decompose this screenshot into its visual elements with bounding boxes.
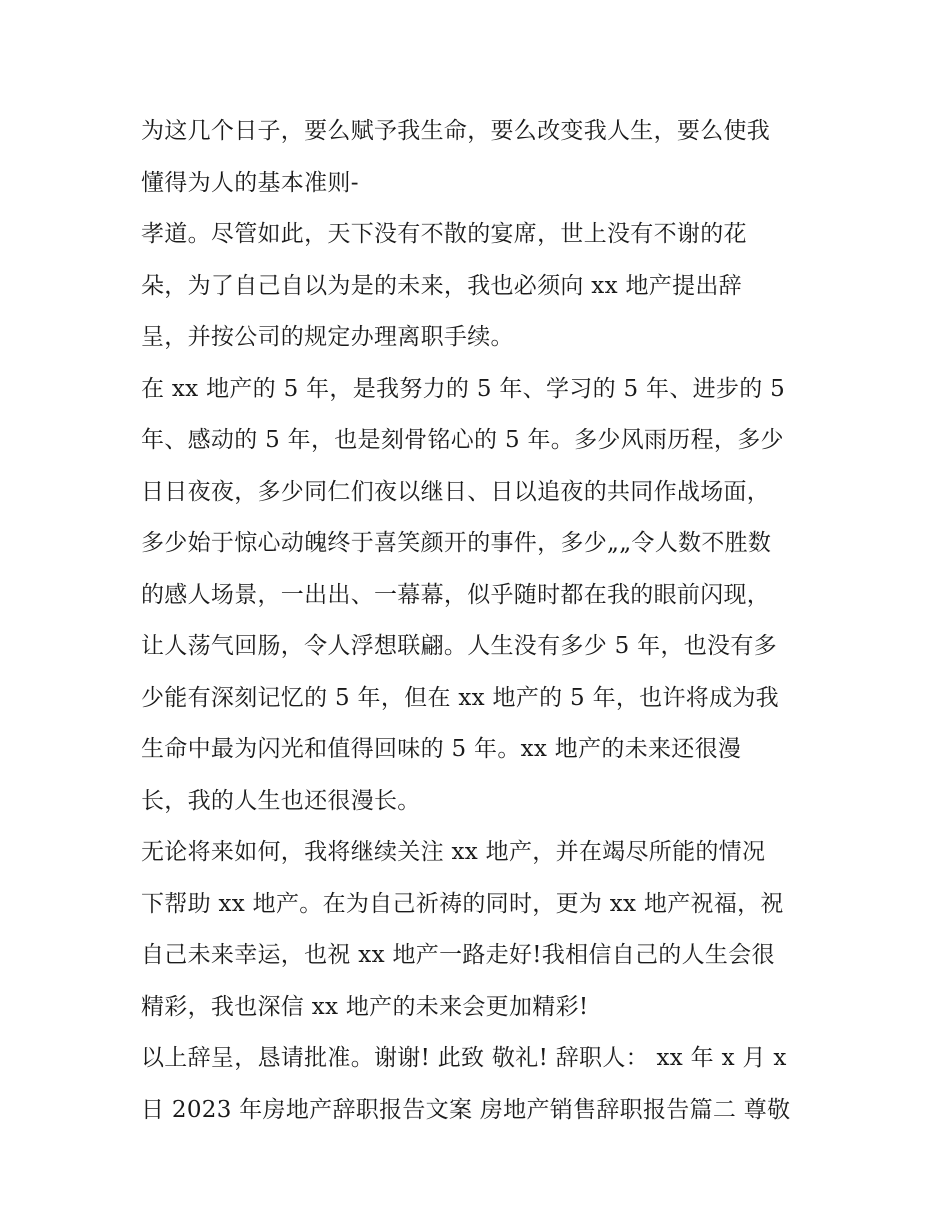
text-line: 孝道。尽管如此，天下没有不散的宴席，世上没有不谢的花	[141, 221, 747, 247]
text-line: 无论将来如何，我将继续关注 xx 地产，并在竭尽所能的情况	[141, 839, 766, 865]
text-line: 下帮助 xx 地产。在为自己祈祷的同时，更为 xx 地产祝福，祝	[141, 890, 784, 917]
text-line: 以上辞呈，恳请批准。谢谢! 此致 敬礼! 辞职人： xx 年 x 月 x	[141, 1045, 787, 1071]
text-line: 的感人场景，一出出、一幕幕，似乎随时都在我的眼前闪现，	[141, 581, 771, 608]
text-line: 长，我的人生也还很漫长。	[141, 787, 421, 814]
document-body	[141, 106, 831, 1136]
text-line: 生命中最为闪光和值得回味的 5 年。xx 地产的未来还很漫	[141, 736, 742, 762]
text-line: 在 xx 地产的 5 年，是我努力的 5 年、学习的 5 年、进步的 5	[141, 375, 786, 402]
text-line: 为这几个日子，要么赋予我生命，要么改变我人生，要么使我	[141, 118, 771, 144]
text-line: 日日夜夜，多少同仁们夜以继日、日以追夜的共同作战场面，	[141, 478, 771, 505]
text-line: 自己未来幸运，也祝 xx 地产一路走好!我相信自己的人生会很	[141, 942, 775, 968]
text-line: 呈，并按公司的规定办理离职手续。	[141, 324, 514, 350]
text-line: 日 2023 年房地产辞职报告文案 房地产销售辞职报告篇二 尊敬	[141, 1096, 791, 1123]
text-line: 精彩，我也深信 xx 地产的未来会更加精彩!	[141, 993, 589, 1020]
text-line: 多少始于惊心动魄终于喜笑颜开的事件，多少„„令人数不胜数	[141, 530, 772, 556]
text-line: 懂得为人的基本准则-	[141, 169, 359, 196]
text-line: 朵，为了自己自以为是的未来，我也必须向 xx 地产提出辞	[141, 272, 742, 299]
text-line: 年、感动的 5 年，也是刻骨铭心的 5 年。多少风雨历程，多少	[141, 427, 784, 453]
text-line: 少能有深刻记忆的 5 年，但在 xx 地产的 5 年，也许将成为我	[141, 684, 779, 711]
text-line: 让人荡气回肠，令人浮想联翩。人生没有多少 5 年，也没有多	[141, 633, 777, 659]
